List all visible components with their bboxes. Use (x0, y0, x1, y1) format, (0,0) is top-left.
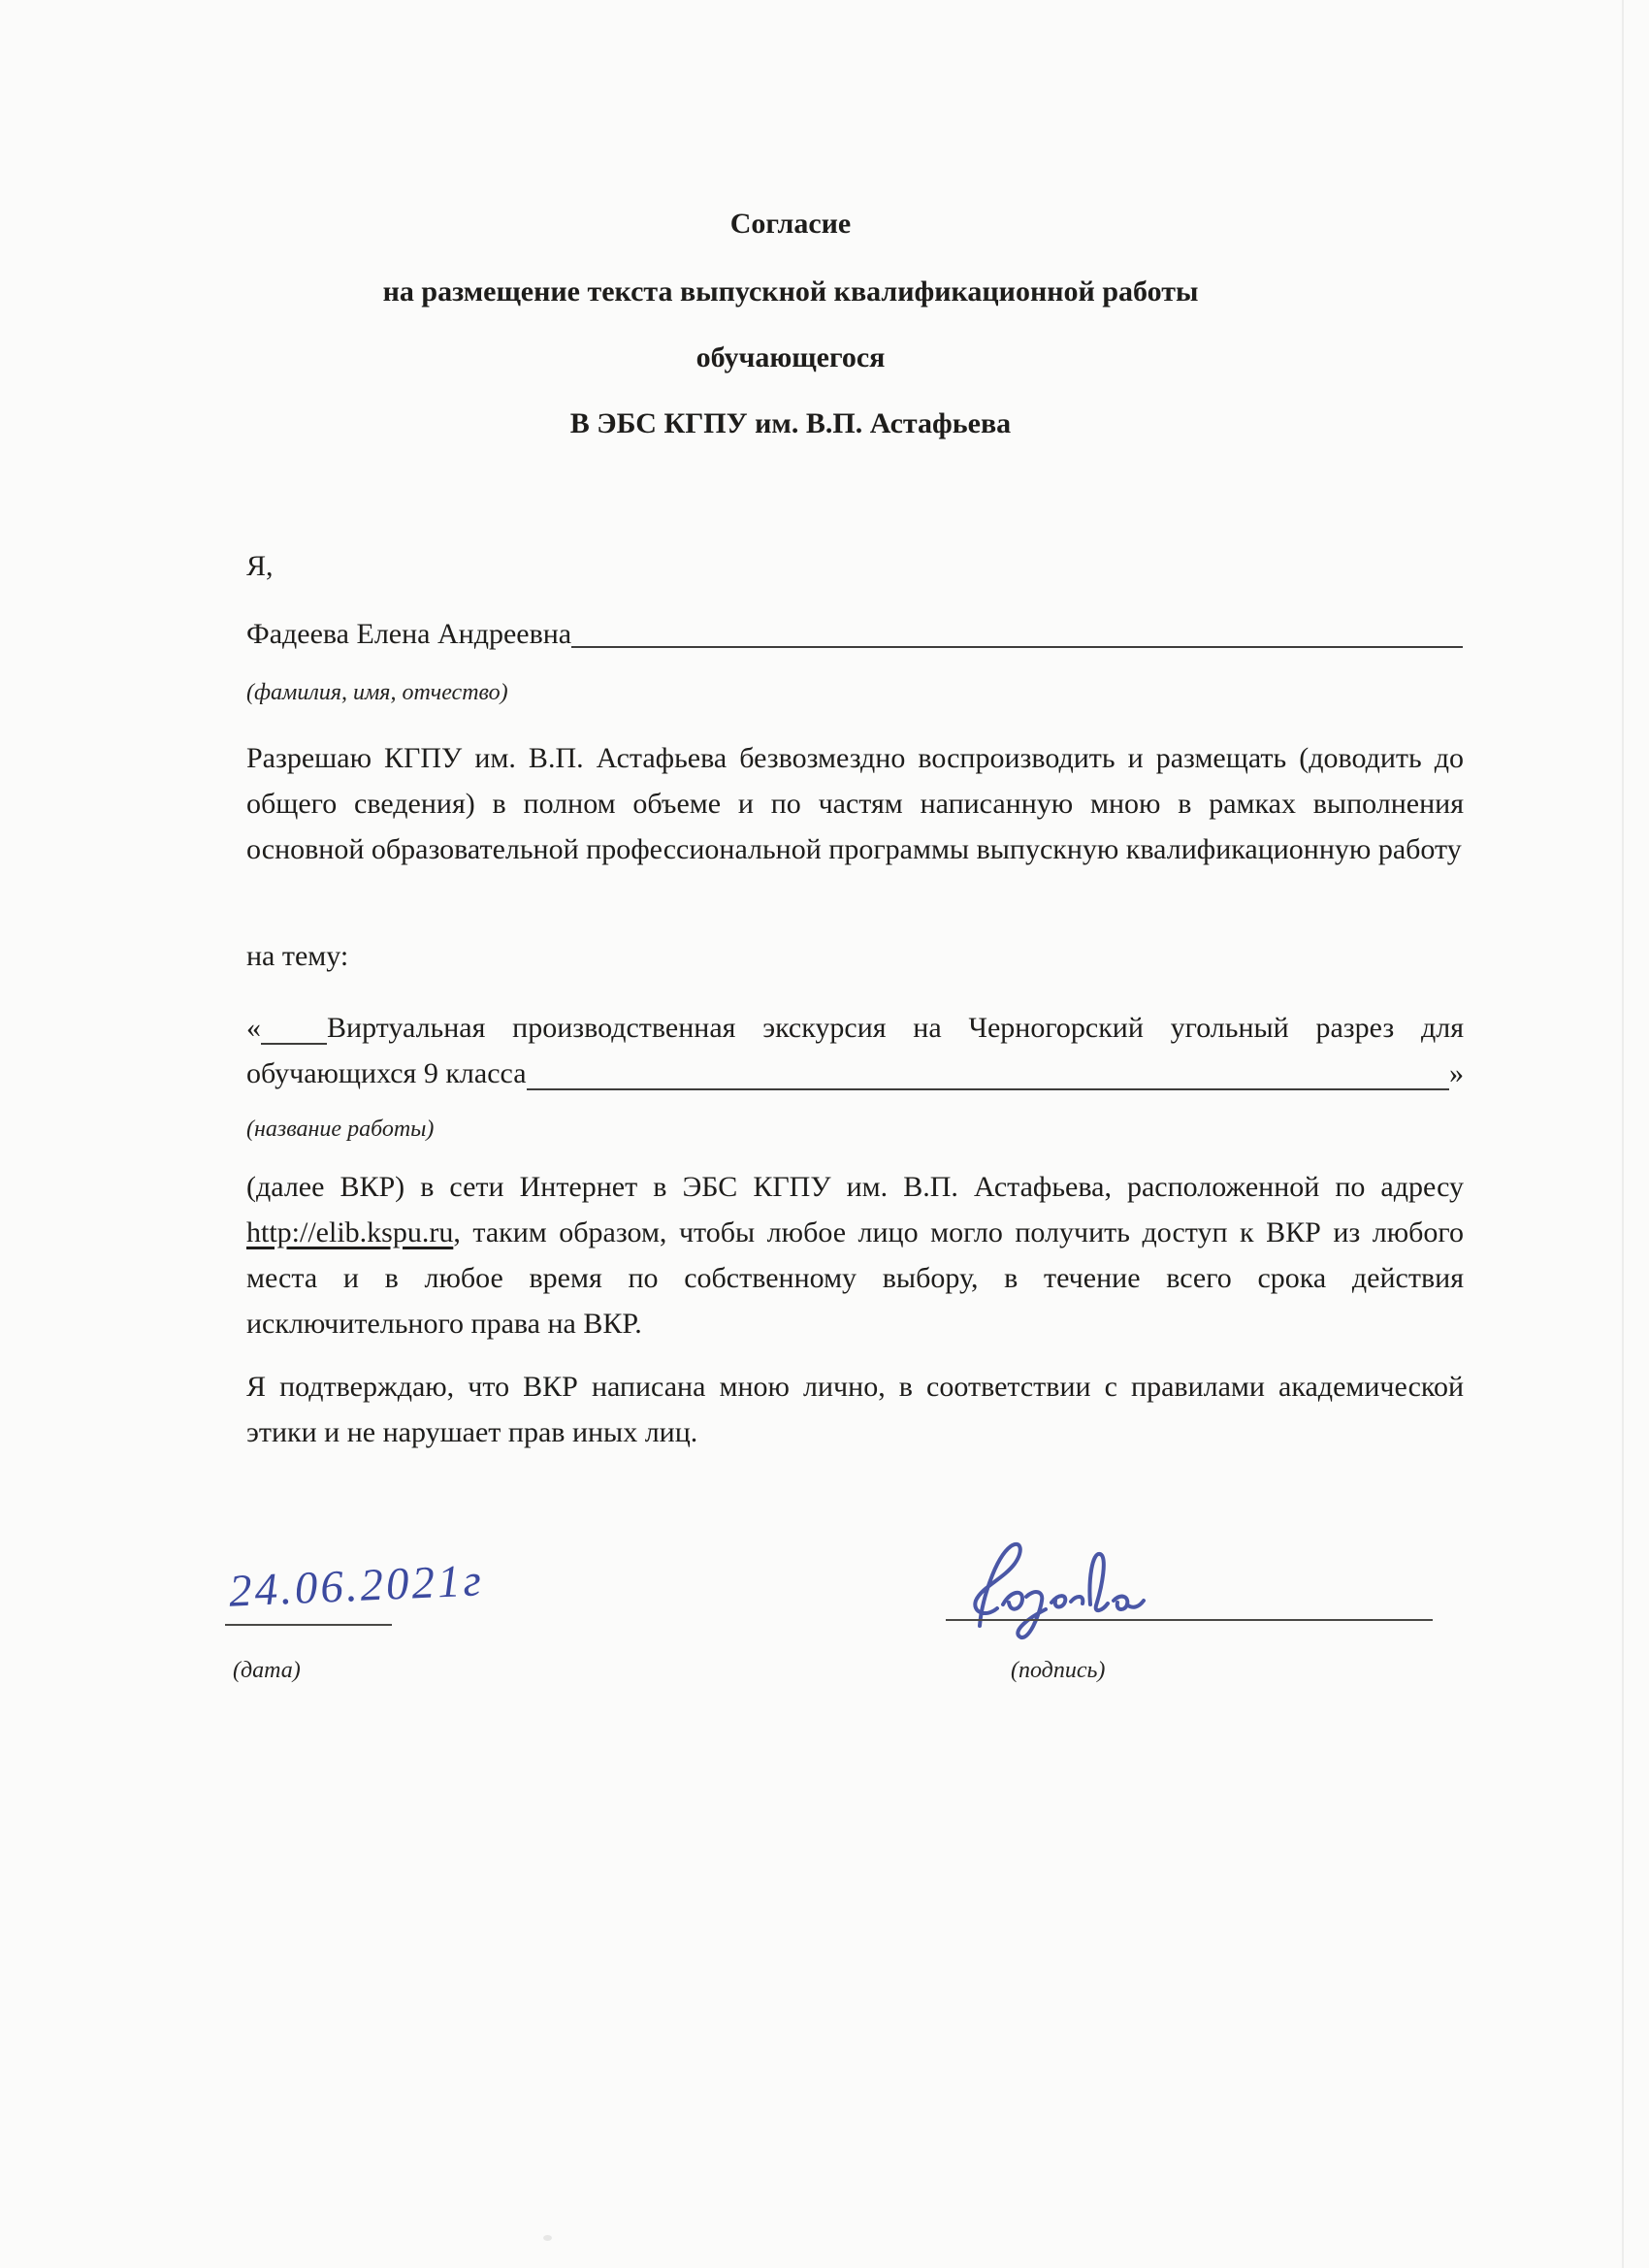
terms-text-before-url: (далее ВКР) в сети Интернет в ЭБС КГПУ им. В.П. Астафьева, расположенной по адресу (246, 1171, 1464, 1203)
terms-paragraph (246, 1164, 1464, 1346)
topic-label: на тему: (246, 940, 349, 972)
work-title-block (246, 1005, 1464, 1096)
work-title-line-1 (246, 1005, 1464, 1051)
document-subtitle-3: В ЭБС КГПУ им. В.П. Астафьева (569, 407, 1012, 439)
date-field-hint: (дата) (233, 1658, 301, 1683)
scan-speck-artifact (543, 2235, 552, 2241)
document-title: Согласие (729, 208, 852, 240)
full-name-value: Фадеева Елена Андреевна (246, 618, 572, 650)
title-trailing-blank-line (527, 1088, 1449, 1090)
declarant-pronoun: Я, (246, 550, 274, 582)
full-name-blank-line (571, 646, 1463, 648)
permission-paragraph: Разрешаю КГПУ им. В.П. Астафьева безвозмездно воспроизводить и размещать (доводить до общего сведения) в полном объеме и по частям написанную мною в рамках выполнения основной образовательной профессиональной программы выпускную квалификационную работу (246, 742, 1464, 865)
signature-blank-line (946, 1619, 1433, 1621)
closing-quote: » (1449, 1057, 1464, 1089)
document-subtitle-1: на размещение текста выпускной квалификационной работы (382, 275, 1199, 308)
terms-text-after-url: , таким образом, чтобы любое лицо могло получить доступ к ВКР из любого места и в любое время по собственному выбору, в течение всего срока действия исключительного права на ВКР. (246, 1216, 1464, 1340)
opening-quote: « (246, 1012, 261, 1044)
elib-url: http://elib.kspu.ru (246, 1216, 454, 1248)
work-title-text-1: Виртуальная производственная экскурсия на Черногорский угольный разрез для (327, 1012, 1464, 1044)
full-name-field-hint: (фамилия, имя, отчество) (246, 680, 508, 705)
document-subtitle-2: обучающегося (695, 341, 886, 373)
full-name-row (246, 617, 1463, 652)
scan-edge-artifact (1622, 0, 1624, 2268)
signature-field-hint: (подпись) (1011, 1658, 1106, 1683)
confirmation-paragraph: Я подтверждаю, что ВКР написана мною лично, в соответствии с правилами академической этики и не нарушает прав иных лиц. (246, 1371, 1464, 1448)
work-title-line-2 (246, 1051, 1464, 1096)
work-title-field-hint: (название работы) (246, 1117, 435, 1142)
date-blank-line (225, 1624, 392, 1626)
signature-handwriting-icon (953, 1533, 1147, 1655)
work-title-text-2: обучающихся 9 класса (246, 1057, 527, 1089)
date-handwriting: 24.06.2021г (227, 1555, 485, 1617)
title-leading-blank-line (261, 1043, 327, 1045)
